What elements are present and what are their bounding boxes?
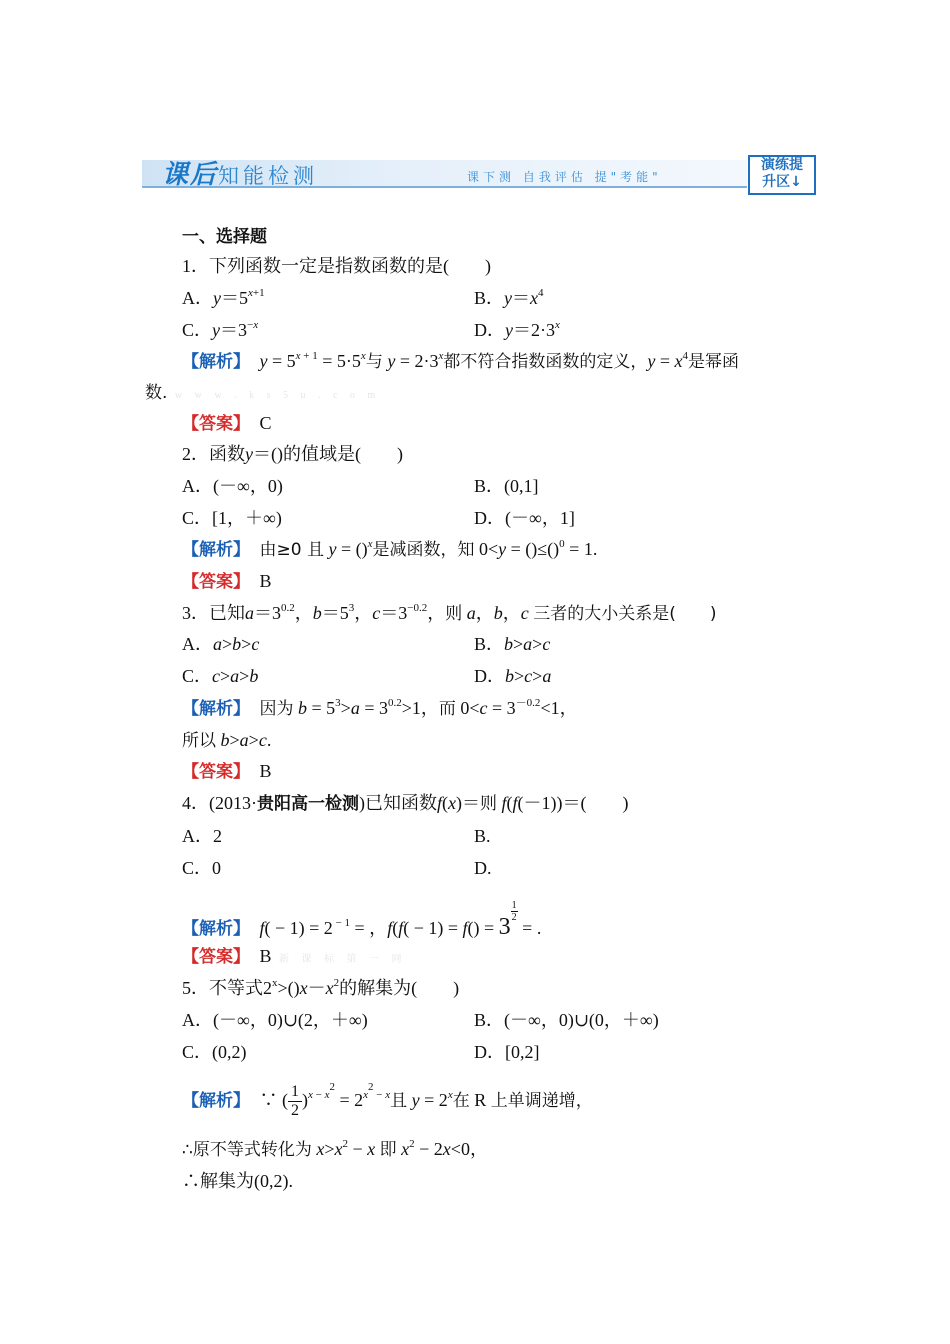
analysis-label: 【解析】 xyxy=(182,352,242,372)
q3-analysis: 【解析】 因为 $b = 5^3>a = 3^{0.2}>1$，而 $0<c = 3^{-0.2}<1$， xyxy=(182,697,578,719)
q3-option-d: D．b>c>a xyxy=(474,666,552,686)
q2-option-b: B．(0,1] xyxy=(474,476,539,496)
q5-option-d: D．[0,2] xyxy=(474,1042,540,1062)
q5-analysis-line2: ∴原不等式转化为 $x>x^2 - x$ 即 $x^2 - 2x<0$， xyxy=(182,1138,488,1160)
section-banner xyxy=(142,150,814,194)
q5-analysis-line3: ∴解集为(0,2). xyxy=(182,1171,293,1191)
practice-box-line1: 演练提 xyxy=(761,157,803,173)
q1-analysis-cont: 数. w w w . k s 5 u . c o m xyxy=(145,383,381,403)
answer-label: 【答案】 xyxy=(182,414,242,434)
q4-option-d: D. xyxy=(474,858,492,878)
q2-option-a: A．(－∞，0) xyxy=(182,476,283,496)
q3-analysis-cont: 所以 b>a>c. xyxy=(182,730,272,751)
q3-stem: 3．已知$a=3^{0.2}$，$b=5^3$，$c=3^{-0.2}$，则 a，b，c 三者的大小关系是( ) xyxy=(182,602,717,624)
q5-option-a: A．(－∞，0)∪(2，＋∞) xyxy=(182,1010,368,1030)
q3-option-b: B．b>a>c xyxy=(474,634,551,654)
q1-analysis: 【解析】 $y = 5^{x + 1} = 5\cdot 5^x$与 $y = 2\cdot 3^x$都不符合指数函数的定义，$y = x^4$是幂函 xyxy=(182,350,740,372)
q4-answer: 【答案】 B 新 课 标 第 一 网 xyxy=(182,946,407,967)
q1-option-b: B．$y=x^4$ xyxy=(474,287,544,308)
q5-analysis: 【解析】 ∵ ( $\frac{1}{2}$ )$^{x - x^2} = 2^{x^2 - x}$且 $y = 2^x$在 R 上单调递增， xyxy=(182,1081,593,1120)
banner-title-rest: 知能检测 xyxy=(218,164,319,188)
q5-option-b: B．(－∞，0)∪(0，＋∞) xyxy=(474,1010,659,1030)
q2-stem: 2．函数y＝()的值域是( ) xyxy=(182,444,403,464)
q4-analysis: 【解析】 f( − 1) = 2 $^{- 1}$ = ，f(f( − 1) = f() = 3 $\frac{1}{2}$ = . xyxy=(182,900,542,940)
practice-area-link[interactable] xyxy=(748,155,816,195)
banner-title xyxy=(162,154,318,191)
q5-option-c: C．(0,2) xyxy=(182,1042,247,1062)
banner-subtitle: 课下测 自我评估 提"考能" xyxy=(467,170,662,184)
q2-option-c: C．[1，＋∞) xyxy=(182,508,282,528)
q4-option-c: C．0 xyxy=(182,858,222,878)
q1-stem: 1．下列函数一定是指数函数的是( ) xyxy=(182,256,491,276)
q2-answer: 【答案】 B xyxy=(182,571,272,592)
q5-stem: 5．不等式$2^x>()x-x^2$的解集为( ) xyxy=(182,977,460,998)
q3-option-c: C．c>a>b xyxy=(182,666,259,686)
section-heading: 一、选择题 xyxy=(182,227,267,247)
q1-option-a: A．$y=5^{x+1}$ xyxy=(182,287,265,308)
q1-answer: 【答案】 C xyxy=(182,413,272,434)
banner-title-bold: 课后 xyxy=(162,160,219,190)
q2-analysis: 【解析】 由≥0 且 y = ()$^x$是减函数，知 0<y = ()≤()$^0$ = 1. xyxy=(182,538,598,560)
practice-box-line2: 升区↓ xyxy=(762,174,802,190)
q1-option-c: C．$y=3^{-x}$ xyxy=(182,319,259,340)
q2-option-d: D．(－∞，1] xyxy=(474,508,575,528)
q4-option-a: A．2 xyxy=(182,826,222,846)
q4-option-b: B. xyxy=(474,826,491,846)
q4-stem: 4．(2013·贵阳高一检测)已知函数f(x)＝则 f(f(－1))＝( ) xyxy=(182,793,629,814)
q3-option-a: A．a>b>c xyxy=(182,634,260,654)
q3-answer: 【答案】 B xyxy=(182,761,272,782)
q1-option-d: D．$y=2\cdot 3^x$ xyxy=(474,319,560,340)
